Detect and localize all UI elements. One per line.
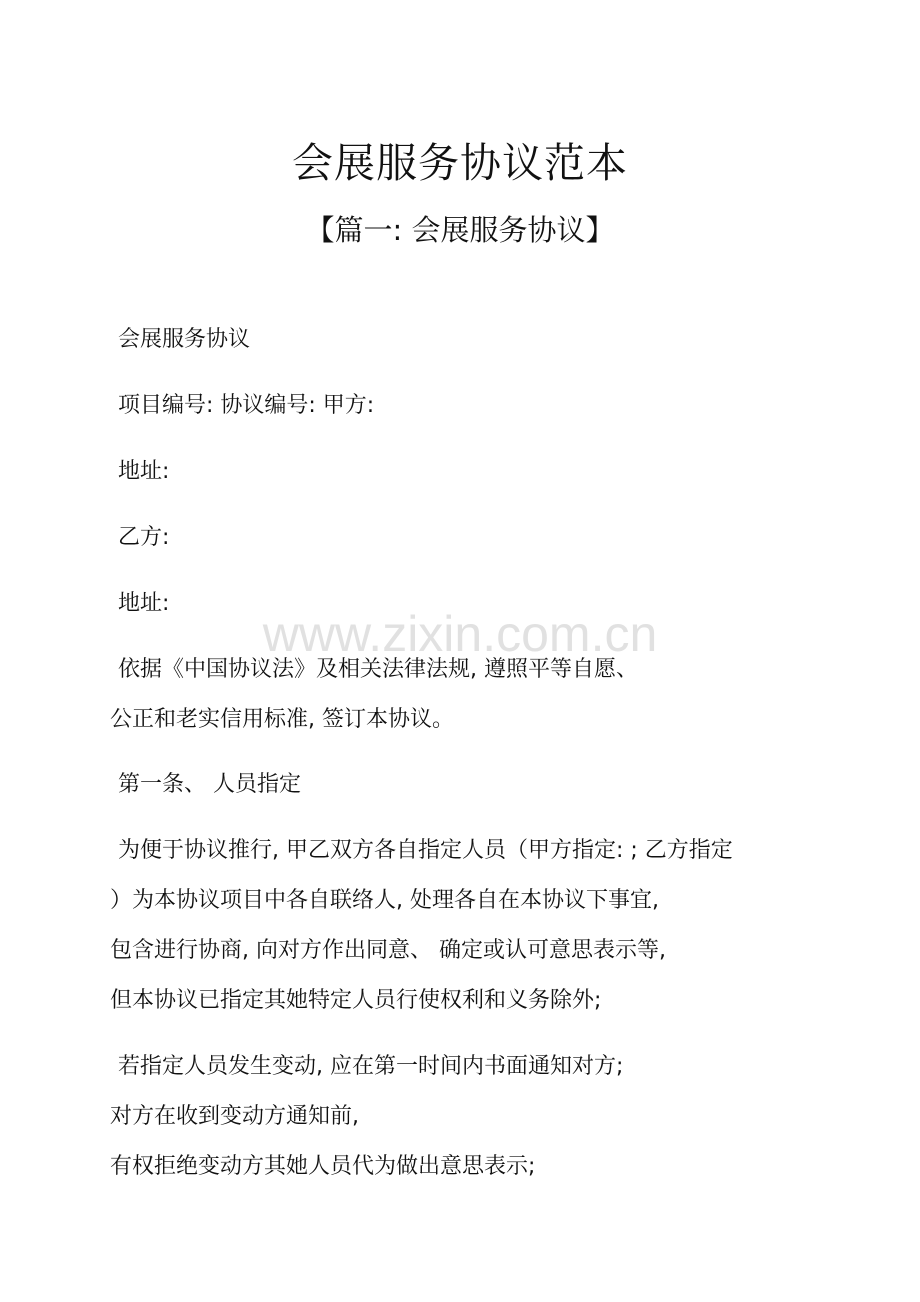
body-line: 项目编号: 协议编号: 甲方: <box>118 393 375 418</box>
body-line: 但本协议已指定其她特定人员行使权利和义务除外; <box>110 988 602 1013</box>
body-line: 有权拒绝变动方其她人员代为做出意思表示; <box>110 1154 536 1179</box>
watermark-text: www.zixin.com.cn <box>262 606 658 662</box>
body-line: 依据《中国协议法》及相关法律法规, 遵照平等自愿、 <box>118 657 638 682</box>
body-line: 会展服务协议 <box>118 327 251 352</box>
document-subtitle: 【篇一: 会展服务协议】 <box>305 213 615 247</box>
body-line: 包含进行协商, 向对方作出同意、 确定或认可意思表示等, <box>110 938 666 963</box>
section-heading: 第一条、 人员指定 <box>118 772 301 797</box>
body-line: 公正和老实信用标准, 签订本协议。 <box>110 707 454 732</box>
body-line: 地址: <box>118 459 170 484</box>
body-line: 为便于协议推行, 甲乙双方各自指定人员（甲方指定: ; 乙方指定 <box>118 838 733 863</box>
document-title: 会展服务协议范本 <box>292 139 628 188</box>
body-line: 对方在收到变动方通知前, <box>110 1104 359 1129</box>
body-line: 若指定人员发生变动, 应在第一时间内书面通知对方; <box>118 1054 624 1079</box>
body-line: 乙方: <box>118 525 170 550</box>
body-line: ）为本协议项目中各自联络人, 处理各自在本协议下事宜, <box>110 888 659 913</box>
body-line: 地址: <box>118 591 170 616</box>
